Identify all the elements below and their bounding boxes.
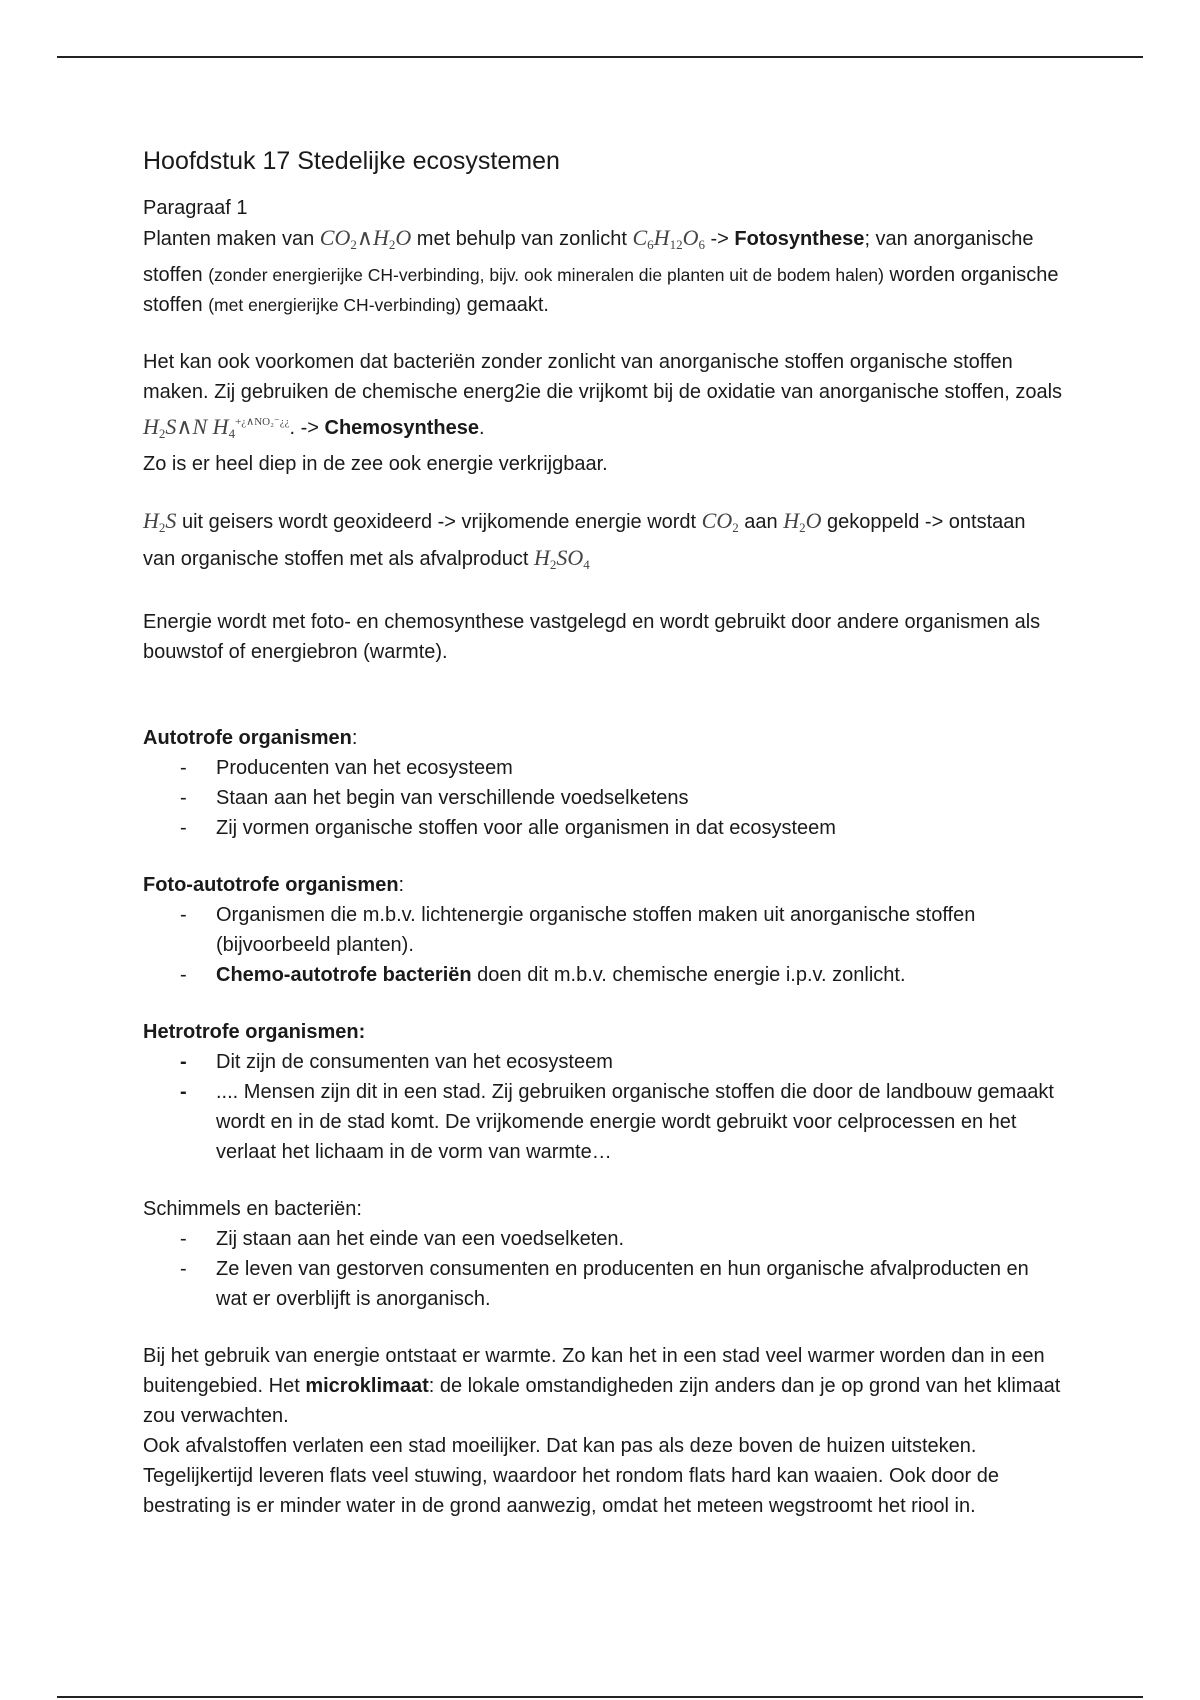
list-item: - Zij staan aan het einde van een voedselketen. <box>216 1224 1063 1254</box>
list-item: - Staan aan het begin van verschillende voedselketens <box>216 783 1063 813</box>
heading-autotrofe: Autotrofe organismen: <box>143 727 358 749</box>
formula-glucose: $C_6H_{12}O_6$ <box>632 225 705 252</box>
heading-foto-autotrofe: Foto-autotrofe organismen: <box>143 874 405 896</box>
paragraph-chemosynthesis: Het kan ook voorkomen dat bacteriën zonder zonlicht van anorganische stoffen organische stoffen maken. Zij gebruiken de chemische energ2ie die vrijkomt bij de oxidatie van anorganische stoffen, zoals $H_2S\wedge N$ $H_4^{+¿\wedge NO_2^-¿¿}$. -> Chemosynthese. <box>143 351 1063 441</box>
bottom-rule <box>57 1696 1143 1698</box>
paragraph-microklimaat: Bij het gebruik van energie ontstaat er warmte. Zo kan het in een stad veel warmer worden dan in een buitengebied. Het microklimaat: de lokale omstandigheden zijn anders dan je op grond van het klimaat zou verwachten. <box>143 1345 1061 1427</box>
formula-co2-h2o: $CO_2\wedge H_2O$ <box>319 225 412 252</box>
formula-h2s: $H_2S$ <box>143 508 177 535</box>
list-item: - Ze leven van gestorven consumenten en producenten en hun organische afvalproducten en wat er overblijft is anorganisch. <box>216 1254 1063 1314</box>
list-item: - Chemo-autotrofe bacteriën doen dit m.b.v. chemische energie i.p.v. zonlicht. <box>216 960 1063 990</box>
term-chemosynthese: Chemosynthese <box>324 417 480 439</box>
formula-h2s-nh4: $H_2S\wedge N$ $H_4^{+¿\wedge NO_2^-¿¿}$ <box>143 414 290 441</box>
formula-h2so4: $H_2SO_4$ <box>533 545 590 572</box>
list-foto-autotrofe <box>143 900 1063 990</box>
top-rule <box>57 56 1143 58</box>
term-fotosynthese: Fotosynthese <box>734 228 865 250</box>
term-microklimaat: microklimaat <box>305 1375 429 1397</box>
list-autotrofe <box>143 753 1063 843</box>
list-item: - Organismen die m.b.v. lichtenergie organische stoffen maken uit anorganische stoffen (bijvoorbeeld planten). <box>216 900 1063 960</box>
heading-hetrotrofe: Hetrotrofe organismen: <box>143 1021 366 1043</box>
formula-h2o: $H_2O$ <box>783 508 822 535</box>
list-item: - Dit zijn de consumenten van het ecosysteem <box>216 1047 1063 1077</box>
paragraph-deep-sea: Zo is er heel diep in de zee ook energie verkrijgbaar. <box>143 453 608 475</box>
list-item: - Producenten van het ecosysteem <box>216 753 1063 783</box>
paragraph-energy: Energie wordt met foto- en chemosynthese vastgelegd en wordt gebruikt door andere organismen als bouwstof of energiebron (warmte). <box>143 611 1041 663</box>
paragraph-afvalstoffen: Ook afvalstoffen verlaten een stad moeilijker. Dat kan pas als deze boven de huizen uitsteken. Tegelijkertijd leveren flats veel stuwing, waardoor het rondom flats hard kan waaien. Ook door de bestrating is er minder water in de grond aanwezig, omdat het meteen wegstroomt het riool in. <box>143 1435 1000 1517</box>
page-title: Hoofdstuk 17 Stedelijke ecosystemen <box>143 147 560 175</box>
paragraph-photosynthesis: Planten maken van $CO_2\wedge H_2O$ met behulp van zonlicht $C_6H_{12}O_6$ -> Fotosynthese; van anorganische stoffen (zonder energierijke CH-verbinding, bijv. ook mineralen die planten uit de bodem halen) worden organische stoffen (met energierijke CH-verbinding) gemaakt. <box>143 225 1059 316</box>
section-label: Paragraaf 1 <box>143 197 248 219</box>
list-hetrotrofe <box>143 1047 1063 1167</box>
heading-schimmels: Schimmels en bacteriën: <box>143 1198 362 1220</box>
paragraph-geysers: $H_2S$ uit geisers wordt geoxideerd -> vrijkomende energie wordt $CO_2$ aan $H_2O$ gekoppeld -> ontstaan van organische stoffen met als afvalproduct $H_2SO_4$ <box>143 508 1026 572</box>
document-body <box>143 143 1063 1521</box>
list-item: - Zij vormen organische stoffen voor alle organismen in dat ecosysteem <box>216 813 1063 843</box>
list-item: - .... Mensen zijn dit in een stad. Zij gebruiken organische stoffen die door de landbouw gemaakt wordt en in de stad komt. De vrijkomende energie wordt gebruikt voor celprocessen en het verlaat het lichaam in de vorm van warmte… <box>216 1077 1063 1167</box>
list-schimmels <box>143 1224 1063 1314</box>
formula-co2: $CO_2$ <box>701 508 739 535</box>
